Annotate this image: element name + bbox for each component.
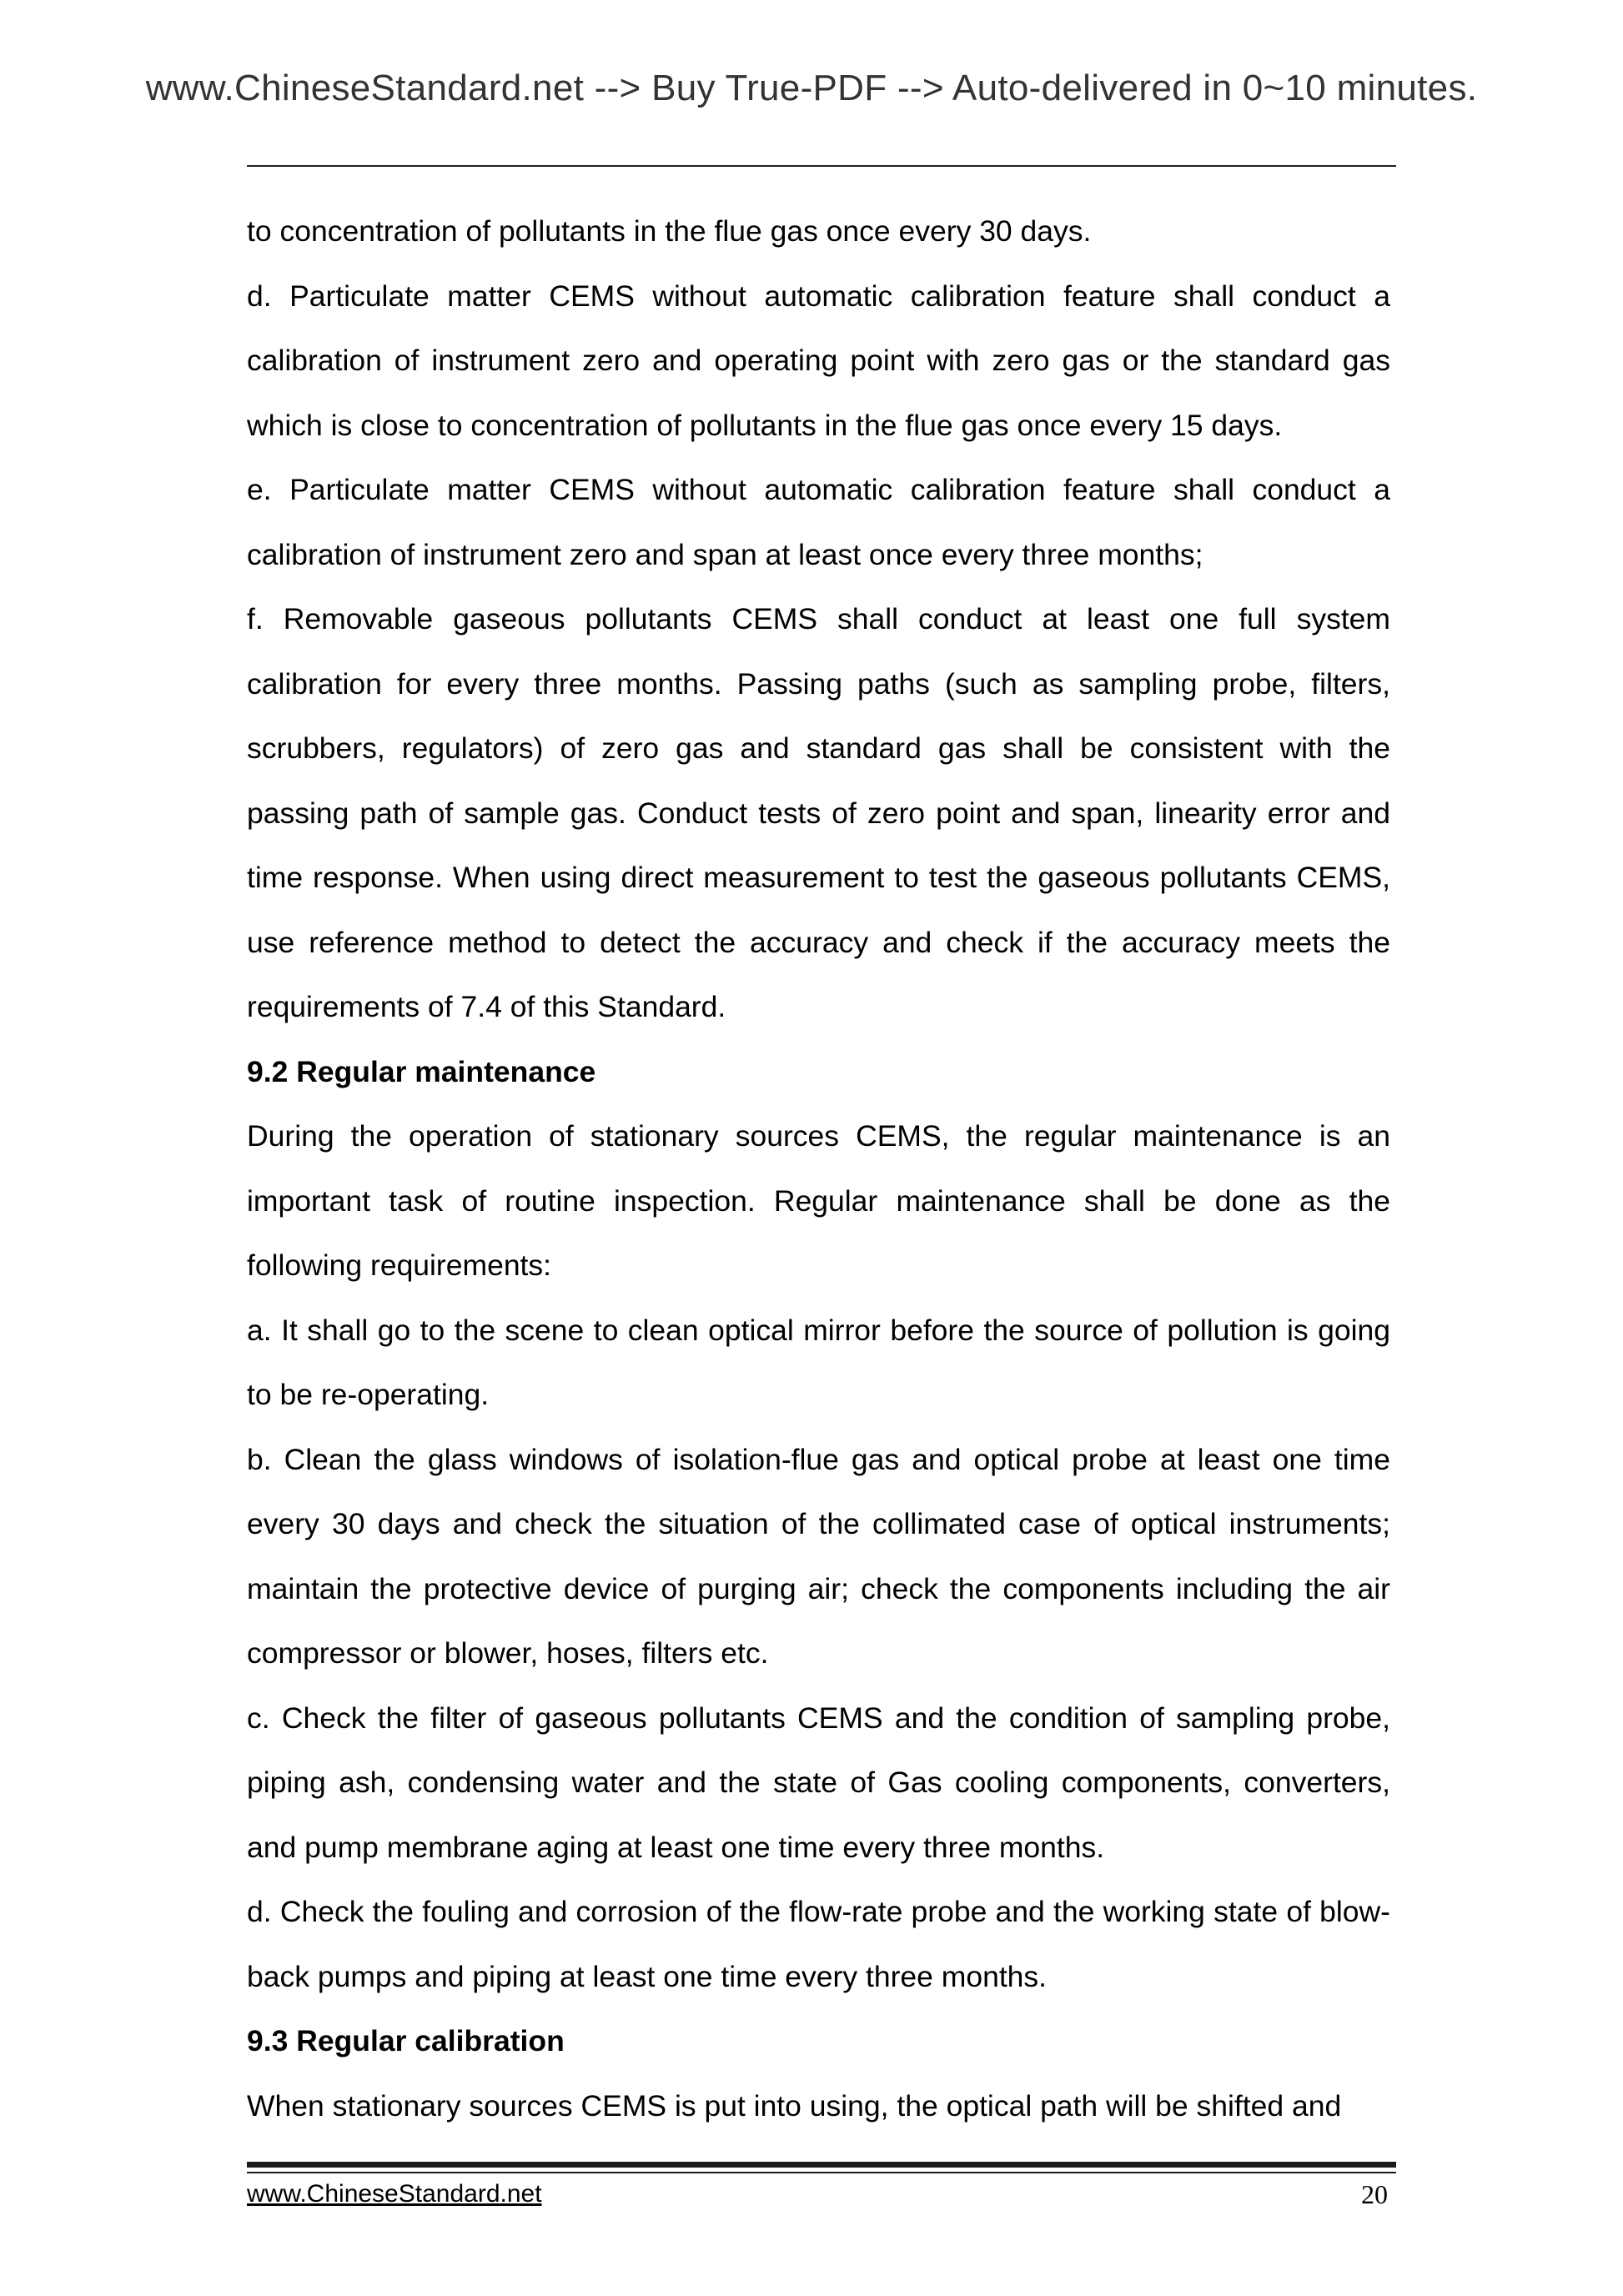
document-body	[247, 199, 1390, 2138]
paragraph-item-d: d. Particulate matter CEMS without automatic calibration feature shall conduct a calibration of instrument zero and operating point with zero gas or the standard gas which is close to concentration of pollutants in the flue gas once every 15 days.	[247, 279, 1390, 442]
paragraph-item-e: e. Particulate matter CEMS without automatic calibration feature shall conduct a calibration of instrument zero and span at least once every three months;	[247, 473, 1390, 571]
footer-website-link[interactable]: www.ChineseStandard.net	[247, 2180, 542, 2208]
section-heading-9-2: 9.2 Regular maintenance	[247, 1054, 596, 1088]
page-number: 20	[1361, 2179, 1388, 2209]
paragraph-maintenance-a: a. It shall go to the scene to clean optical mirror before the source of pollution is going to be re-operating.	[247, 1313, 1390, 1411]
paragraph-maintenance-d: d. Check the fouling and corrosion of the flow-rate probe and the working state of blow-back pumps and piping at least one time every three months.	[247, 1895, 1390, 1993]
section-heading-9-3: 9.3 Regular calibration	[247, 2024, 565, 2057]
paragraph-maintenance-c: c. Check the filter of gaseous pollutants CEMS and the condition of sampling probe, piping ash, condensing water and the state of Gas cooling components, converters, and pump membrane aging at least one time every three months.	[247, 1701, 1390, 1864]
paragraph-maintenance-b: b. Clean the glass windows of isolation-flue gas and optical probe at least one time every 30 days and check the situation of the collimated case of optical instruments; maintain the protective device of purging air; check the components including the air compressor or blower, hoses, filters etc.	[247, 1442, 1390, 1670]
footer-divider-thin	[247, 2172, 1396, 2173]
paragraph-continuation: to concentration of pollutants in the flue gas once every 30 days.	[247, 214, 1092, 248]
paragraph-item-f: f. Removable gaseous pollutants CEMS shall conduct at least one full system calibration for every three months. Passing paths (such as sampling probe, filters, scrubbers, regulators) of zero gas and standard gas shall be consistent with the passing path of sample gas. Conduct tests of zero point and span, linearity error and time response. When using direct measurement to test the gaseous pollutants CEMS, use reference method to detect the accuracy and check if the accuracy meets the requirements of 7.4 of this Standard.	[247, 602, 1390, 1023]
footer-divider-thick	[247, 2162, 1396, 2168]
paragraph-maintenance-intro: During the operation of stationary sources CEMS, the regular maintenance is an important task of routine inspection. Regular maintenance shall be done as the following requirements:	[247, 1119, 1390, 1282]
paragraph-calibration-intro: When stationary sources CEMS is put into using, the optical path will be shifted and	[247, 2088, 1342, 2123]
header-divider	[247, 165, 1396, 167]
header-banner: www.ChineseStandard.net --> Buy True-PDF --> Auto-delivered in 0~10 minutes.	[145, 68, 1478, 108]
